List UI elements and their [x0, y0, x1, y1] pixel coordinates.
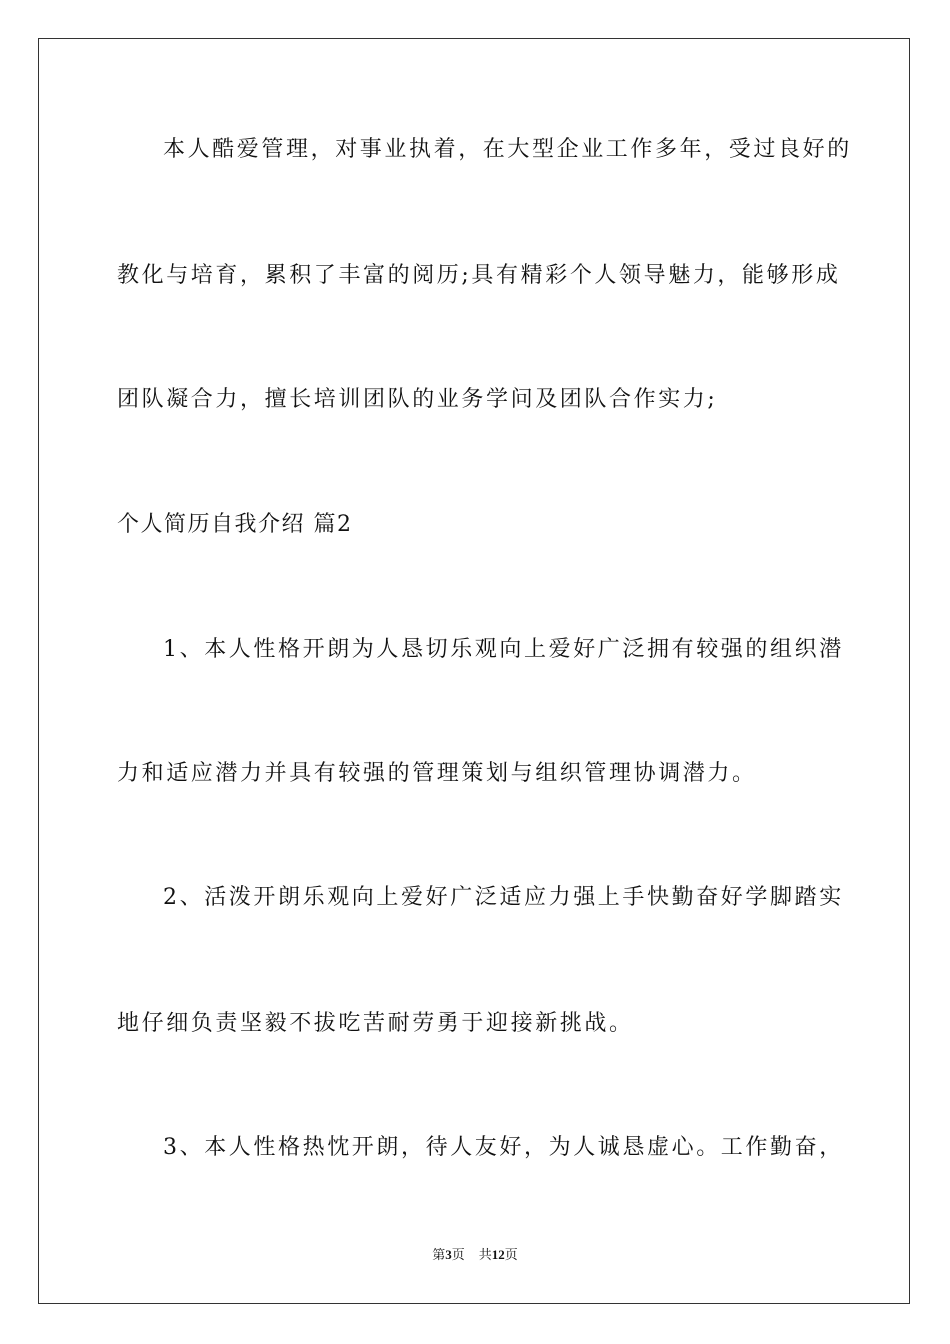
body-text-line: 2、活泼开朗乐观向上爱好广泛适应力强上手快勤奋好学脚踏实 [163, 885, 844, 910]
page-border [38, 38, 910, 1304]
total-suffix: 页 [504, 1247, 518, 1262]
total-prefix: 共 [478, 1247, 492, 1262]
body-text-line: 3、本人性格热忱开朗，待人友好，为人诚恳虚心。工作勤奋， [163, 1135, 844, 1160]
page-prefix: 第 [432, 1247, 446, 1262]
page-number: 3 [445, 1247, 452, 1262]
page-suffix: 页 [451, 1247, 465, 1262]
body-text-line: 团队凝合力，擅长培训团队的业务学问及团队合作实力; [117, 387, 718, 412]
section-heading: 个人简历自我介绍 篇2 [117, 512, 353, 537]
body-text-line: 本人酷爱管理，对事业执着，在大型企业工作多年，受过良好的 [163, 137, 852, 162]
body-text-line: 教化与培育，累积了丰富的阅历;具有精彩个人领导魅力，能够形成 [117, 263, 841, 288]
body-text-line: 地仔细负责坚毅不拔吃苦耐劳勇于迎接新挑战。 [117, 1011, 634, 1036]
page-footer [0, 1246, 950, 1264]
body-text-line: 力和适应潜力并具有较强的管理策划与组织管理协调潜力。 [117, 761, 757, 786]
total-pages: 12 [491, 1247, 505, 1262]
body-text-line: 1、本人性格开朗为人恳切乐观向上爱好广泛拥有较强的组织潜 [163, 637, 844, 662]
